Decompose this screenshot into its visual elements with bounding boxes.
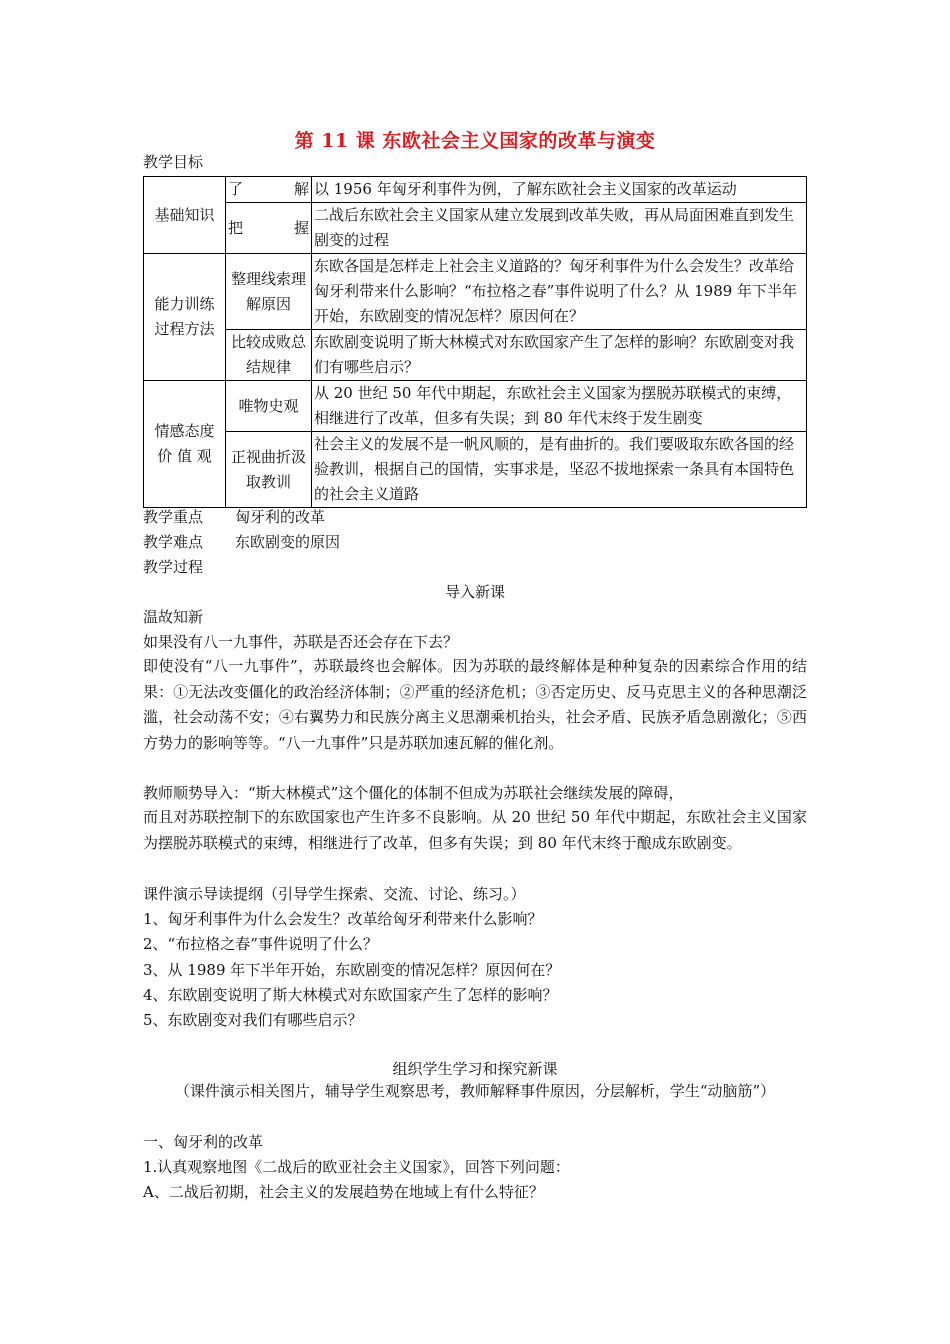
table-row [144,254,807,330]
key-point-line [143,505,325,529]
teacher-intro-line2: 而且对苏联控制下的东欧国家也产生许多不良影响。从 20 世纪 50 年代中期起，东欧社会主义国家为摆脱苏联模式的束缚，相继进行了改革，但多有失误；到 80 年代末终于酿成东欧剧变。 [143,808,807,852]
sub-category: 唯物史观 [226,381,312,432]
sub-category: 了 解 [226,177,312,203]
process-label: 教学过程 [143,558,204,576]
difficulty: 东欧剧变的原因 [235,533,341,551]
objective-content: 从 20 世纪 50 年代中期起，东欧社会主义国家为摆脱苏联模式的束缚，相继进行了改革，但多有失误；到 80 年代末终于发生剧变 [312,381,807,432]
category-basic: 基础知识 [144,177,226,254]
outline-item: 1、匈牙利事件为什么会发生？改革给匈牙利带来什么影响？ [143,910,543,928]
table-row [144,203,807,254]
task1-a: A、二战后初期，社会主义的发展趋势在地域上有什么特征？ [143,1183,544,1201]
sub-category: 正视曲折汲取教训 [226,432,312,508]
review-label: 温故知新 [143,608,204,626]
task1: 1.认真观察地图《二战后的欧亚社会主义国家》，回答下列问题： [143,1158,570,1176]
outline-item: 5、东欧剧变对我们有哪些启示？ [143,1011,363,1029]
part1-heading: 一、匈牙利的改革 [143,1133,264,1151]
sub-category: 比较成败总结规律 [226,330,312,381]
objective-content: 二战后东欧社会主义国家从建立发展到改革失败，再从局面困难直到发生剧变的过程 [312,203,807,254]
table-row [144,381,807,432]
lesson-title: 第 11 课 东欧社会主义国家的改革与演变 [294,130,656,152]
section2-note: （课件演示相关图片，辅导学生观察思考，教师解释事件原因，分层解析，学生“动脑筋”） [174,1082,776,1100]
objective-content: 东欧剧变说明了斯大林模式对东欧国家产生了怎样的影响？东欧剧变对我们有哪些启示？ [312,330,807,381]
objectives-table [143,176,807,508]
table-row [144,177,807,203]
key-point-label: 教学重点 [143,508,204,526]
category-ability: 能力训练过程方法 [144,254,226,381]
table-row [144,432,807,508]
sub-category: 整理线索理解原因 [226,254,312,330]
difficulty-line [143,530,340,554]
objective-content: 社会主义的发展不是一帆风顺的，是有曲折的。我们要吸取东欧各国的经验教训，根据自己的国情，实事求是，坚忍不拔地探索一条具有本国特色的社会主义道路 [312,432,807,508]
key-point: 匈牙利的改革 [235,508,326,526]
outline-item: 2、“布拉格之春”事件说明了什么？ [143,935,378,953]
section2-heading: 组织学生学习和探究新课 [392,1060,558,1078]
review-question: 如果没有八一九事件，苏联是否还会存在下去？ [143,633,459,651]
objective-content: 以 1956 年匈牙利事件为例，了解东欧社会主义国家的改革运动 [312,177,807,203]
table-row [144,330,807,381]
difficulty-label: 教学难点 [143,533,204,551]
review-answer: 即使没有“八一九事件”，苏联最终也会解体。因为苏联的最终解体是种种复杂的因素综合作用的结果：①无法改变僵化的政治经济体制；②严重的经济危机；③否定历史、反马克思主义的各种思潮泛滥，社会动荡不安；④右翼势力和民族分离主义思潮乘机抬头，社会矛盾、民族矛盾急剧激化；⑤西方势力的影响等等。“八一九事件”只是苏联加速瓦解的催化剂。 [143,657,807,752]
outline-item: 3、从 1989 年下半年开始，东欧剧变的情况怎样？原因何在？ [143,961,561,979]
objectives-heading: 教学目标 [143,153,204,171]
objective-content: 东欧各国是怎样走上社会主义道路的？匈牙利事件为什么会发生？改革给匈牙利带来什么影响？“布拉格之春”事件说明了什么？从 1989 年下半年开始，东欧剧变的情况怎样？原因何在？ [312,254,807,330]
outline-item: 4、东欧剧变说明了斯大林模式对东欧国家产生了怎样的影响？ [143,986,558,1004]
section1-heading: 导入新课 [444,583,505,601]
sub-category: 把 握 [226,203,312,254]
category-emotion: 情感态度 价 值 观 [144,381,226,508]
teacher-intro-line1: 教师顺势导入：“斯大林模式”这个僵化的体制不但成为苏联社会继续发展的障碍， [143,784,684,802]
outline-intro: 课件演示导读提纲（引导学生探索、交流、讨论、练习。） [143,885,526,903]
